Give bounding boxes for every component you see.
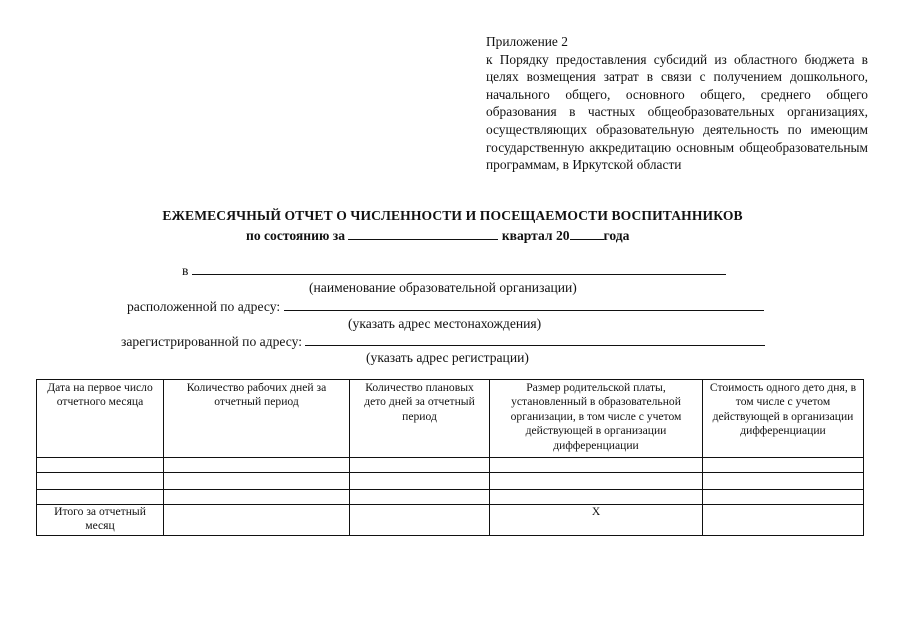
table-cell[interactable]: [490, 458, 703, 473]
status-prefix: по состоянию за: [246, 228, 345, 243]
header-day-cost: Стоимость одного дето дня, в том числе с учетом действующей в организации дифференциации: [703, 380, 864, 458]
header-work-days: Количество рабочих дней за отчетный период: [164, 380, 350, 458]
org-hint: (наименование образовательной организации): [309, 280, 577, 295]
total-mark: Х: [490, 505, 703, 536]
table-cell[interactable]: [703, 458, 864, 473]
appendix-title: Приложение 2: [486, 34, 568, 49]
table-cell[interactable]: [37, 473, 164, 490]
table-cell[interactable]: [164, 505, 350, 536]
table-cell[interactable]: [703, 505, 864, 536]
table-cell[interactable]: [37, 490, 164, 505]
table-cell[interactable]: [164, 458, 350, 473]
header-planned-days: Количество плановых дето дней за отчетный период: [350, 380, 490, 458]
location-hint: (указать адрес местонахождения): [348, 316, 542, 331]
location-row: [127, 298, 764, 315]
org-prefix: в: [182, 263, 189, 278]
location-label: расположенной по адресу:: [127, 299, 281, 314]
table-row: [37, 458, 864, 473]
location-address-field[interactable]: [284, 298, 764, 311]
year-label: года: [603, 228, 630, 243]
appendix-text: к Порядку предоставления субсидий из областного бюджета в целях возмещения затрат в связи с получением дошкольного, начального общего, основного общего, среднего общего образования в частных общеобразовательных организациях, осуществляющих образовательную деятельность по имеющим государственную аккредитацию основным общеобразовательным программам, в Иркутской области: [486, 51, 868, 173]
report-title: ЕЖЕМЕСЯЧНЫЙ ОТЧЕТ О ЧИСЛЕННОСТИ И ПОСЕЩАЕМОСТИ ВОСПИТАННИКОВ: [162, 208, 743, 223]
org-row: [182, 262, 726, 279]
registered-address-field[interactable]: [305, 333, 765, 346]
table-cell[interactable]: [490, 490, 703, 505]
table-cell[interactable]: [164, 473, 350, 490]
table-cell[interactable]: [350, 505, 490, 536]
registered-label: зарегистрированной по адресу:: [121, 334, 303, 349]
appendix-block: [486, 33, 868, 174]
table-cell[interactable]: [350, 473, 490, 490]
total-label: Итого за отчетный месяц: [37, 505, 164, 536]
report-subtitle: [246, 227, 629, 244]
year-field[interactable]: [570, 227, 604, 240]
quarter-field[interactable]: [348, 227, 498, 240]
table-row: [37, 490, 864, 505]
table-total-row: [37, 505, 864, 536]
table-cell[interactable]: [703, 490, 864, 505]
report-table: [36, 379, 864, 536]
header-parent-fee: Размер родительской платы, установленный в образовательной организации, в том числе с учетом действующей в организации дифференциации: [490, 380, 703, 458]
table-cell[interactable]: [703, 473, 864, 490]
table-cell[interactable]: [490, 473, 703, 490]
table-cell[interactable]: [350, 458, 490, 473]
table-row: [37, 473, 864, 490]
registered-hint: (указать адрес регистрации): [366, 350, 529, 365]
table-cell[interactable]: [164, 490, 350, 505]
registered-row: [121, 333, 765, 350]
header-date: Дата на первое число отчетного месяца: [37, 380, 164, 458]
table-cell[interactable]: [350, 490, 490, 505]
table-cell[interactable]: [37, 458, 164, 473]
org-name-field[interactable]: [192, 262, 726, 275]
quarter-label: квартал 20: [501, 228, 570, 243]
table-header-row: [37, 380, 864, 458]
